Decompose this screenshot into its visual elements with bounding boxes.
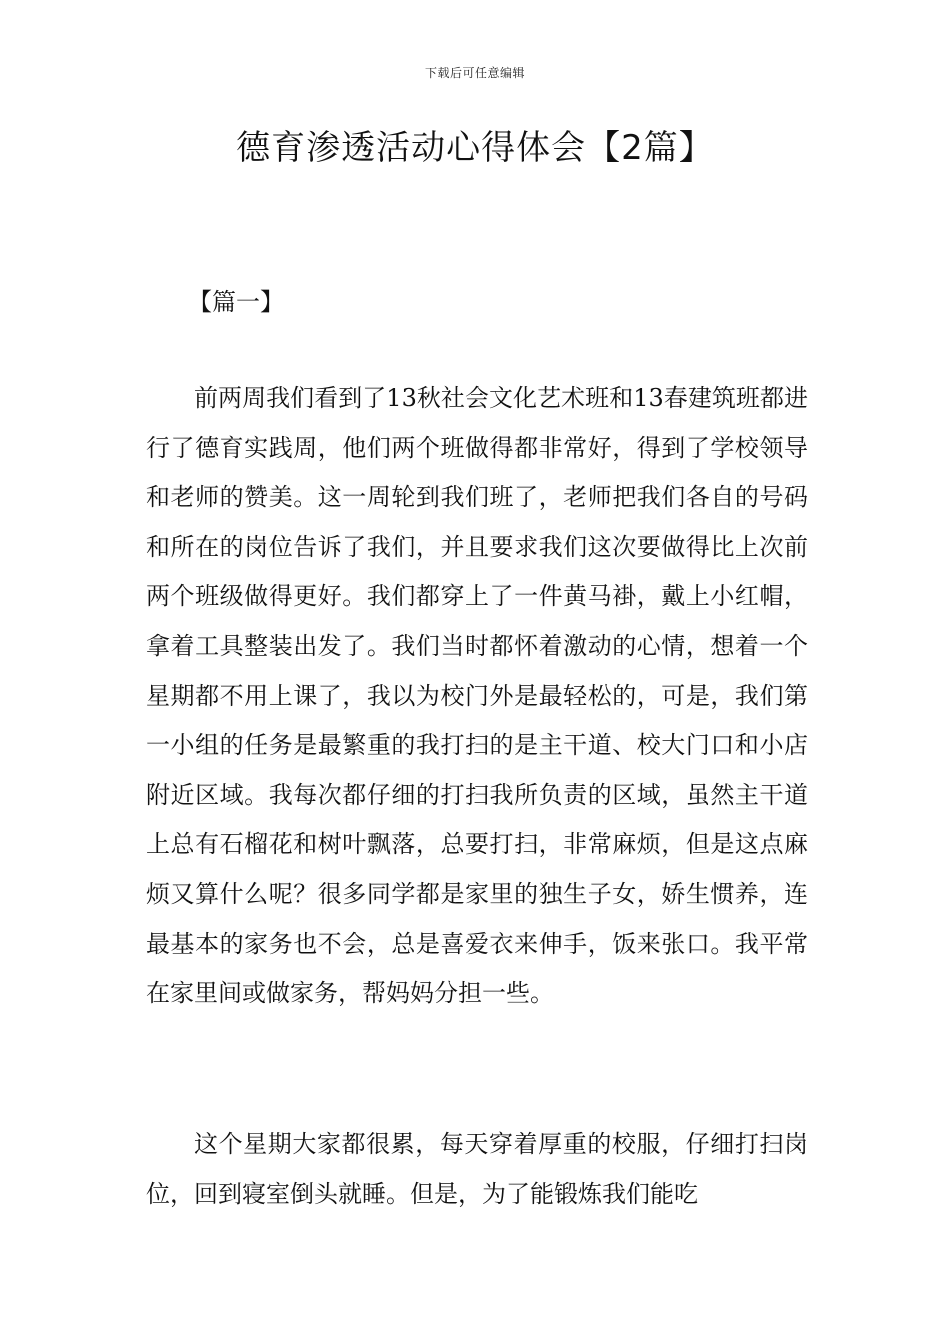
body-paragraph: 这个星期大家都很累，每天穿着厚重的校服，仔细打扫岗位，回到寝室倒头就睡。但是，为了能锻炼我们能吃	[146, 1130, 808, 1208]
body-paragraph: 前两周我们看到了13秋社会文化艺术班和13春建筑班都进行了德育实践周，他们两个班做得都非常好，得到了学校领导和老师的赞美。这一周轮到我们班了，老师把我们各自的号码和所在的岗位告诉了我们，并且要求我们这次要做得比上次前两个班级做得更好。我们都穿上了一件黄马褂，戴上小红帽，拿着工具整装出发了。我们当时都怀着激动的心情，想着一个星期都不用上课了，我以为校门外是最轻松的，可是，我们第一小组的任务是最繁重的我打扫的是主干道、校大门口和小店附近区域。我每次都仔细的打扫我所负责的区域，虽然主干道上总有石榴花和树叶飘落，总要打扫，非常麻烦，但是这点麻烦又算什么呢？很多同学都是家里的独生子女，娇生惯养，连最基本的家务也不会，总是喜爱衣来伸手，饭来张口。我平常在家里间或做家务，帮妈妈分担一些。	[146, 384, 808, 1008]
section-label: 【篇一】	[188, 288, 284, 316]
header-note: 下载后可任意编辑	[424, 66, 525, 80]
document-title: 德育渗透活动心得体会【2篇】	[236, 128, 714, 168]
